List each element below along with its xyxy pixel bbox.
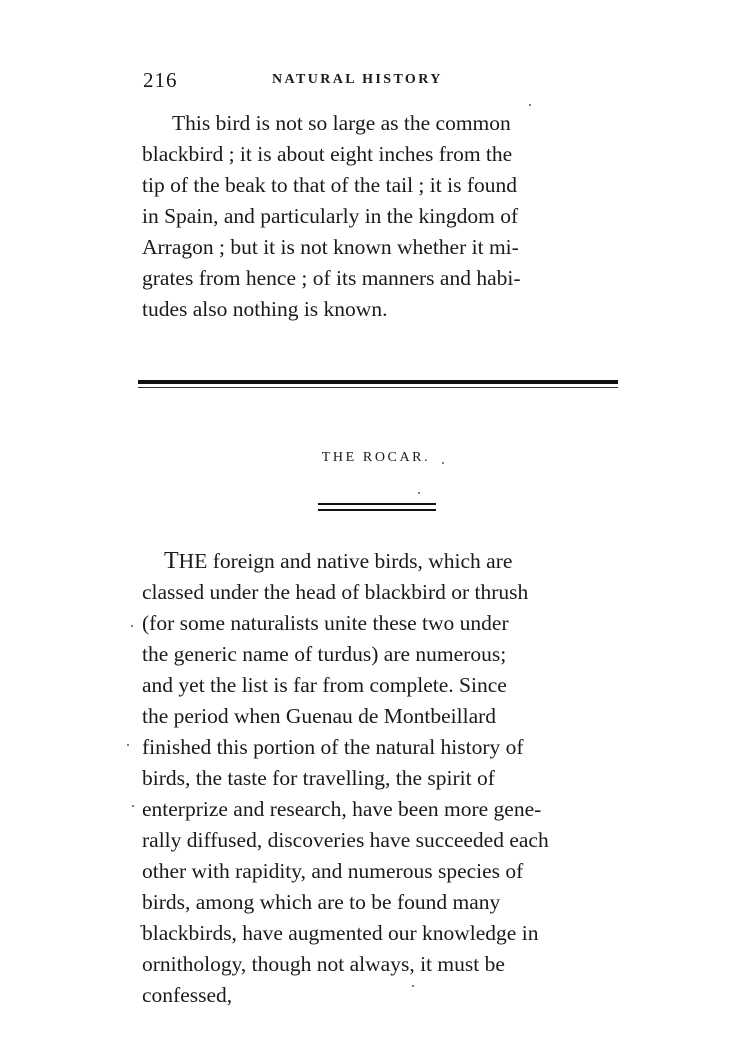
text-line: blackbird ; it is about eight inches from the — [142, 142, 513, 166]
divider-thin-rule — [138, 387, 618, 388]
text-line: and yet the list is far from complete. Since — [142, 673, 507, 697]
page-header — [140, 68, 610, 94]
text-line: finished this portion of the natural history of — [142, 735, 524, 759]
text-line: (for some naturalists unite these two under — [142, 611, 509, 635]
text-line: tip of the beak to that of the tail ; it is found — [142, 173, 517, 197]
text-line: the generic name of turdus) are numerous; — [142, 642, 507, 666]
print-speck — [140, 925, 142, 927]
text-line: grates from hence ; of its manners and habi- — [142, 266, 521, 290]
text-line: rally diffused, discoveries have succeeded each — [142, 828, 549, 852]
text-line: birds, the taste for travelling, the spirit of — [142, 766, 495, 790]
text-line: the period when Guenau de Montbeillard — [142, 704, 497, 728]
title-double-rule — [318, 503, 436, 513]
catchword-line: confessed, — [142, 983, 233, 1007]
text-line: in Spain, and particularly in the kingdom of — [142, 204, 519, 228]
section-divider — [138, 377, 618, 391]
print-speck — [132, 805, 134, 807]
text-line: ornithology, though not always, it must be — [142, 952, 505, 976]
print-speck — [418, 492, 420, 494]
print-speck — [442, 462, 444, 464]
text-line: other with rapidity, and numerous species of — [142, 859, 524, 883]
divider-thick-rule — [138, 380, 618, 384]
text-line: birds, among which are to be found many — [142, 890, 501, 914]
section-title: THE ROCAR. — [321, 450, 431, 465]
paragraph-intro — [142, 108, 614, 325]
text-line: THE foreign and native birds, which are — [164, 548, 513, 574]
text-line: blackbirds, have augmented our knowledge in — [142, 921, 539, 945]
text-line: tudes also nothing is known. — [142, 297, 388, 321]
text-line: This bird is not so large as the common — [172, 111, 511, 135]
print-speck — [127, 744, 129, 746]
paragraph-rocar — [142, 546, 614, 1011]
text-line: Arragon ; but it is not known whether it mi- — [142, 235, 519, 259]
print-speck — [412, 985, 414, 987]
print-speck — [529, 104, 531, 106]
print-speck — [131, 625, 133, 627]
title-rule-upper — [318, 503, 436, 505]
running-head: NATURAL HISTORY — [272, 72, 443, 87]
text-line: classed under the head of blackbird or thrush — [142, 580, 529, 604]
title-rule-lower — [318, 509, 436, 511]
page-number: 216 — [143, 68, 178, 92]
text-line: enterprize and research, have been more gene- — [142, 797, 542, 821]
